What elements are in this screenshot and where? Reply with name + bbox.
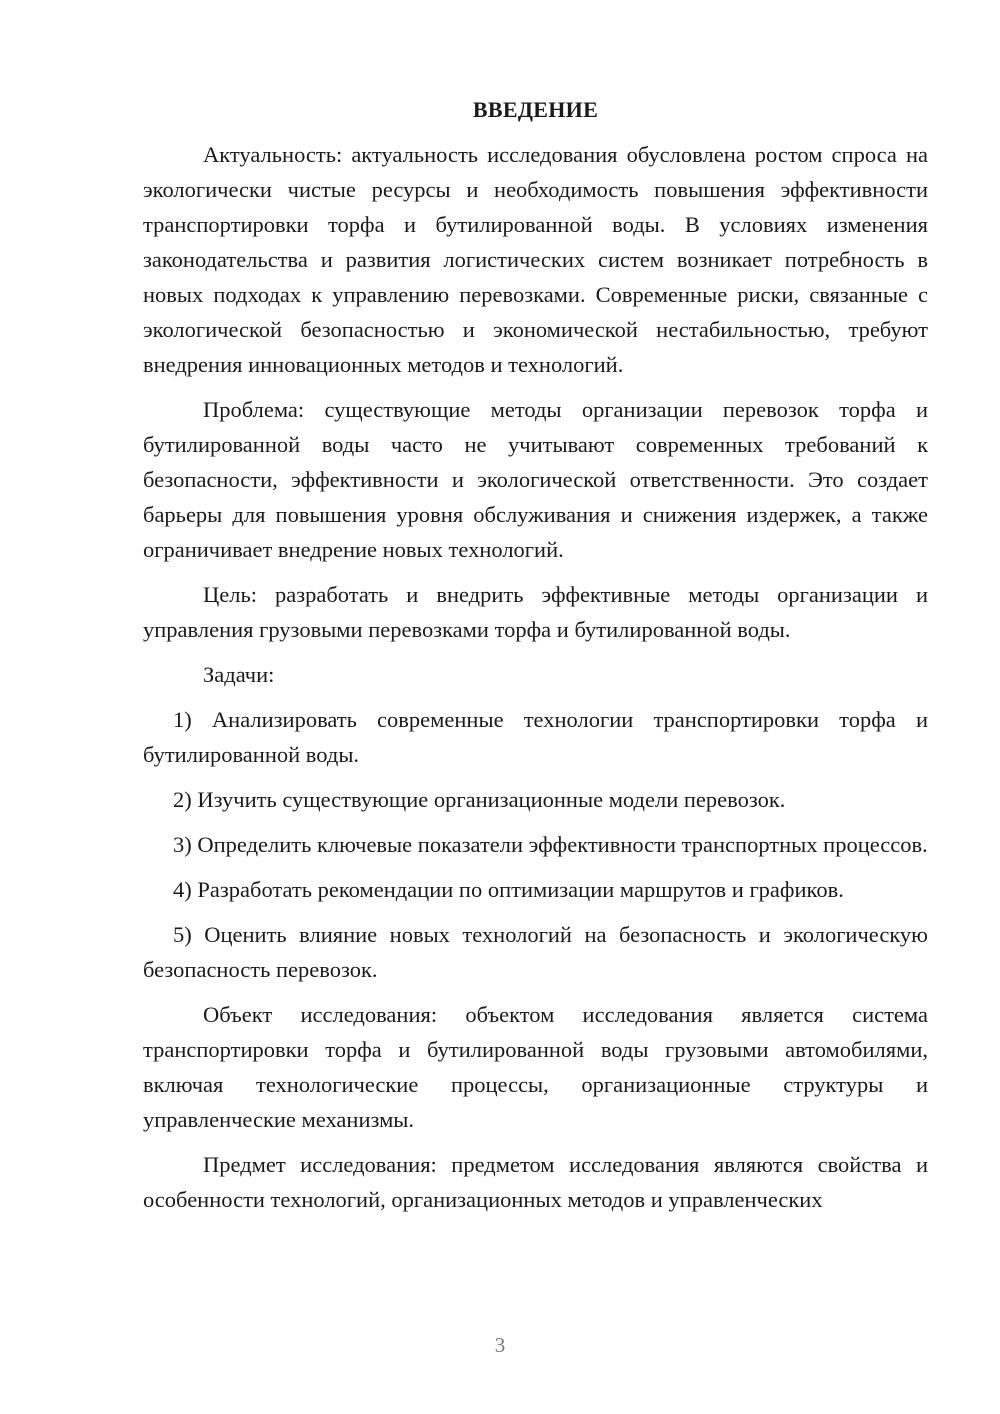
paragraph-object: Объект исследования: объектом исследования является система транспортировки торфа и бутилированной воды грузовыми автомобилями, включая технологические процессы, организационные структуры и управленческие механизмы. <box>143 1002 928 1132</box>
section-title: ВВЕДЕНИЕ <box>472 97 599 122</box>
task-item-5: 5) Оценить влияние новых технологий на безопасность и экологическую безопасность перевозок. <box>143 922 928 982</box>
task-item-1: 1) Анализировать современные технологии транспортировки торфа и бутилированной воды. <box>143 707 928 767</box>
task-item-2: 2) Изучить существующие организационные модели перевозок. <box>173 787 786 812</box>
tasks-heading: Задачи: <box>203 662 275 687</box>
document-page <box>143 92 928 1227</box>
paragraph-subject: Предмет исследования: предметом исследования являются свойства и особенности технологий, организационных методов и управленческих <box>143 1152 928 1212</box>
paragraph-problem: Проблема: существующие методы организации перевозок торфа и бутилированной воды часто не учитывают современных требований к безопасности, эффективности и экологической ответственности. Это создает барьеры для повышения уровня обслуживания и снижения издержек, а также ограничивает внедрение новых технологий. <box>143 397 928 562</box>
paragraph-goal: Цель: разработать и внедрить эффективные методы организации и управления грузовыми перевозками торфа и бутилированной воды. <box>143 582 928 642</box>
paragraph-relevance: Актуальность: актуальность исследования обусловлена ростом спроса на экологически чистые ресурсы и необходимость повышения эффективности транспортировки торфа и бутилированной воды. В условиях изменения законодательства и развития логистических систем возникает потребность в новых подходах к управлению перевозками. Современные риски, связанные с экологической безопасностью и экономической нестабильностью, требуют внедрения инновационных методов и технологий. <box>143 142 928 377</box>
task-item-4: 4) Разработать рекомендации по оптимизации маршрутов и графиков. <box>173 877 844 902</box>
page-number: 3 <box>494 1333 506 1357</box>
task-item-3: 3) Определить ключевые показатели эффективности транспортных процессов. <box>173 832 928 857</box>
